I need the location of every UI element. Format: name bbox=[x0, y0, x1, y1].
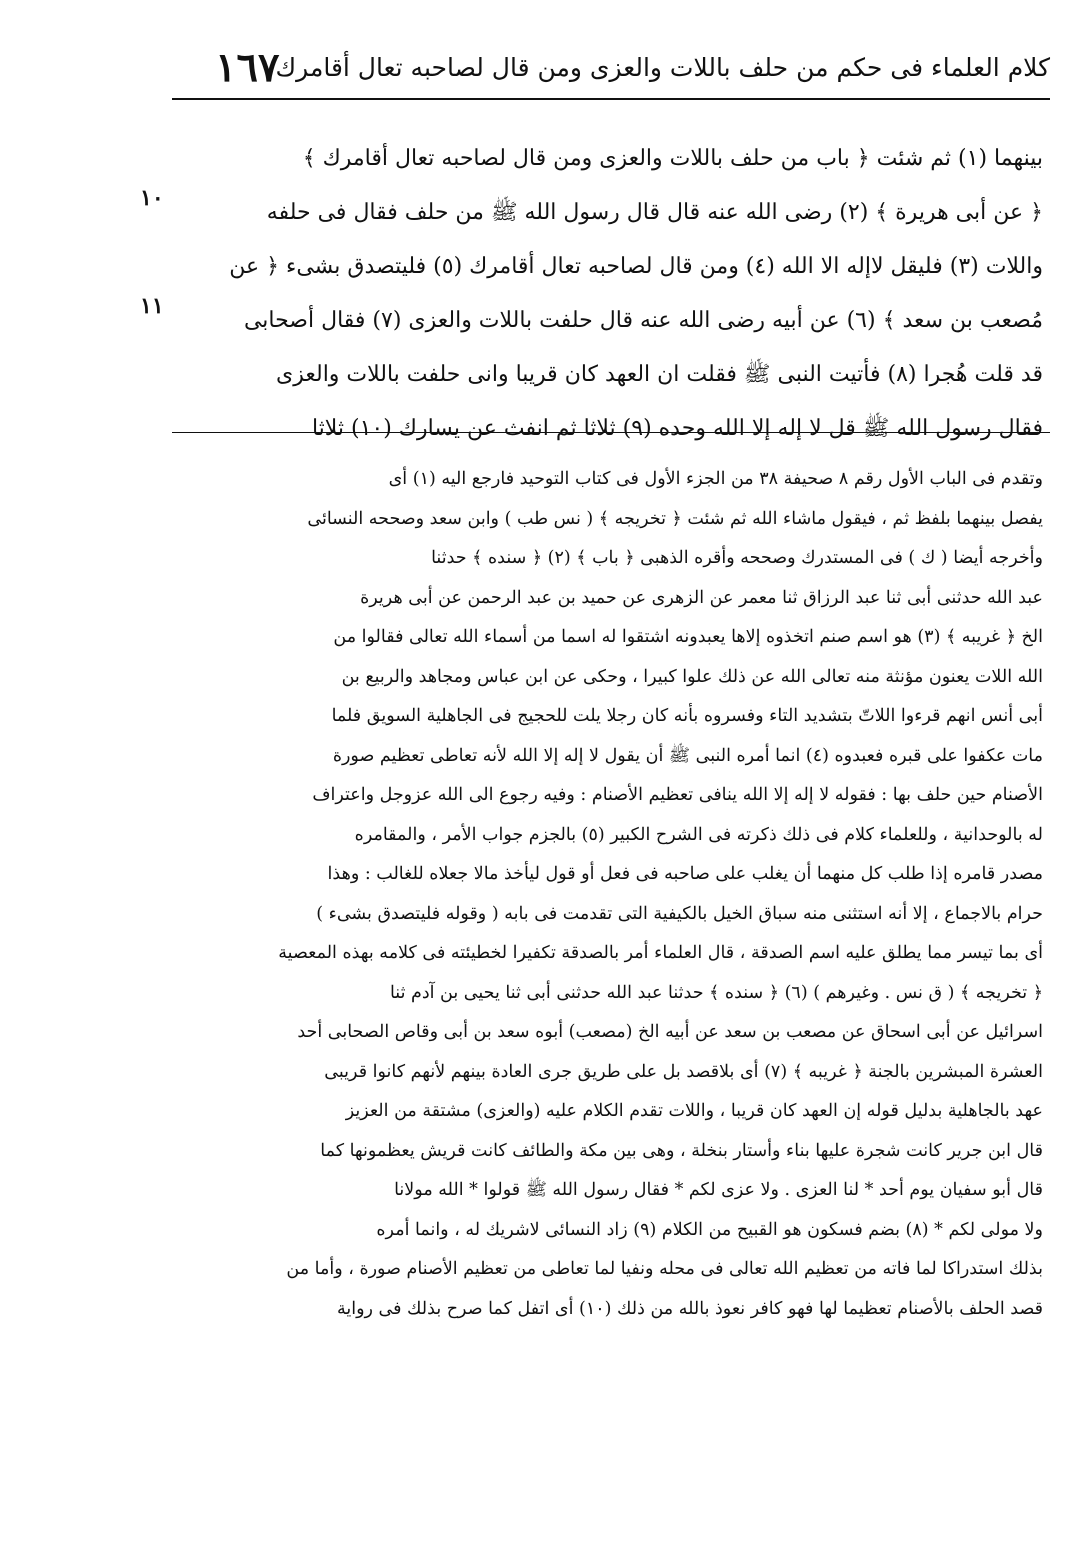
note-line: مات عكفوا على قبره فعبدوه (٤) انما أمره النبى ﷺ أن يقول لا إله إلا الله لأنه تعاطى تعظيم صورة bbox=[332, 745, 1043, 766]
note-line: حرام بالاجماع ، إلا أنه استثنى منه سباق الخيل بالكيفية التى تقدمت فى بابه ( وقوله فليتصدق بشىء ) bbox=[316, 903, 1043, 924]
note-line: ولا مولى لكم * (٨) بضم فسكون هو القبيح من الكلام (٩) زاد النسائى لاشريك له ، وانما أمره bbox=[376, 1219, 1043, 1240]
note-line: الله اللات يعنون مؤنثة منه تعالى الله عن ذلك علوا كبيرا ، وحكى عن ابن عباس ومجاهد والربيع بن bbox=[341, 666, 1043, 687]
main-line: ﴿ عن أبى هريرة ﴾ (٢) رضى الله عنه قال قال رسول الله ﷺ من حلف فقال فى حلفه bbox=[266, 200, 1043, 225]
main-line: قد قلت هُجرا (٨) فأتيت النبى ﷺ فقلت ان العهد كان قريبا وانى حلفت باللات والعزى bbox=[276, 362, 1043, 387]
note-line: وأخرجه أيضا ( ك ) فى المستدرك وصححه وأقره الذهبى ﴿ باب ﴾ (٢) ﴿ سنده ﴾ حدثنا bbox=[431, 548, 1043, 568]
note-line: قال أبو سفيان يوم أحد * لنا العزى . ولا عزى لكم * فقال رسول الله ﷺ قولوا * الله مولانا bbox=[394, 1180, 1043, 1200]
note-line: مصدر قامره إذا طلب كل منهما أن يغلب على صاحبه فى فعل أو قول ليأخذ مالا جعلاه للغالب : وهذا bbox=[327, 864, 1043, 884]
note-line: قصد الحلف بالأصنام تعظيما لها فهو كافر نعوذ بالله من ذلك (١٠) أى اتفل كما صرح بذلك فى رواية bbox=[336, 1298, 1043, 1319]
note-line: عهد بالجاهلية بدليل قوله إن العهد كان قريبا ، واللات تقدم الكلام عليه (والعزى) مشتقة من العزيز bbox=[345, 1101, 1043, 1121]
note-line: الأصنام حين حلف بها : فقوله لا إله إلا الله ينافى تعظيم الأصنام : وفيه رجوع الى الله عزوجل واعتراف bbox=[312, 785, 1043, 805]
note-line: يفصل بينهما بلفظ ثم ، فيقول ماشاء الله ثم شئت ﴿ تخريجه ﴾ ( نس طب ) وابن سعد وصححه النسائى bbox=[307, 508, 1043, 529]
note-line: أى بما تيسر مما يطلق عليه اسم الصدقة ، قال العلماء أمر بالصدقة تكفيرا لخطيئته فى كلامه بهذه المعصية bbox=[278, 943, 1043, 963]
note-line: له بالوحدانية ، وللعلماء كلام فى ذلك ذكرته فى الشرح الكبير (٥) بالجزم جواب الأمر ، والمقامره bbox=[354, 824, 1043, 845]
footnotes bbox=[175, 460, 1043, 1329]
main-line: بينهما (١) ثم شئت ﴿ باب من حلف باللات والعزى ومن قال لصاحبه تعال أقامرك ﴾ bbox=[302, 146, 1043, 171]
main-line: فقال رسول الله ﷺ قل لا إله إلا الله وحده (٩) ثلاثا ثم انفث عن يسارك (١٠) ثلاثا bbox=[311, 416, 1043, 441]
running-title: كلام العلماء فى حكم من حلف باللات والعزى ومن قال لصاحبه تعال أقامرك bbox=[275, 53, 1050, 82]
note-line: ﴿ تخريجه ﴾ ( ق نس . وغيرهم ) (٦) ﴿ سنده ﴾ حدثنا عبد الله حدثنى أبى ثنا يحيى بن آدم ثنا bbox=[389, 982, 1043, 1003]
main-line: مُصعب بن سعد ﴾ (٦) عن أبيه رضى الله عنه قال حلفت باللات والعزى (٧) فقال أصحابى bbox=[243, 308, 1043, 333]
note-line: بذلك استدراكا لما فاته من تعظيم الله تعالى فى محله ونفيا لما تعاطى من تعظيم الأصنام صورة ، وأما من bbox=[286, 1259, 1043, 1279]
hadith-number: ١١ bbox=[140, 293, 164, 319]
note-line: عبد الله حدثنى أبى ثنا عبد الرزاق ثنا معمر عن الزهرى عن حميد بن عبد الرحمن عن أبى هريرة bbox=[360, 587, 1043, 608]
note-line: وتقدم فى الباب الأول رقم ٨ صحيفة ٣٨ من الجزء الأول فى كتاب التوحيد فارجع اليه (١) أى bbox=[388, 469, 1043, 489]
footnote-rule bbox=[172, 432, 1050, 433]
note-line: العشرة المبشرين بالجنة ﴿ غريبه ﴾ (٧) أى بلاقصد بل على طريق جرى العادة بينهم لأنهم كانوا قريبى bbox=[324, 1061, 1043, 1082]
note-line: أبى أنس انهم قرءوا اللاتّ بتشديد التاء وفسروه بأنه كان رجلا يلت للحجيج فى الجاهلية السويق فلما bbox=[331, 706, 1043, 726]
main-line: واللات (٣) فليقل لاإله الا الله (٤) ومن قال لصاحبه تعال أقامرك (٥) فليتصدق بشىء ﴿ عن bbox=[229, 254, 1043, 279]
note-line: قال ابن جرير كانت شجرة عليها بناء وأستار بنخلة ، وهى بين مكة والطائف كانت قريش يعظمونها كما bbox=[320, 1140, 1043, 1161]
page-number: ١٦٧ bbox=[215, 44, 280, 91]
page-header bbox=[170, 38, 1050, 96]
note-line: الخ ﴿ غريبه ﴾ (٣) هو اسم صنم اتخذوه إلاها يعبدونه اشتقوا له اسما من أسماء الله تعالى فقالوا من bbox=[333, 627, 1043, 647]
hadith-number: ١٠ bbox=[140, 185, 164, 211]
header-rule bbox=[172, 98, 1050, 100]
note-line: اسرائيل عن أبى اسحاق عن مصعب بن سعد عن أبيه الخ (مصعب) أبوه سعد بن أبى وقاص الصحابى أحد bbox=[297, 1022, 1043, 1042]
main-text bbox=[175, 132, 1043, 456]
